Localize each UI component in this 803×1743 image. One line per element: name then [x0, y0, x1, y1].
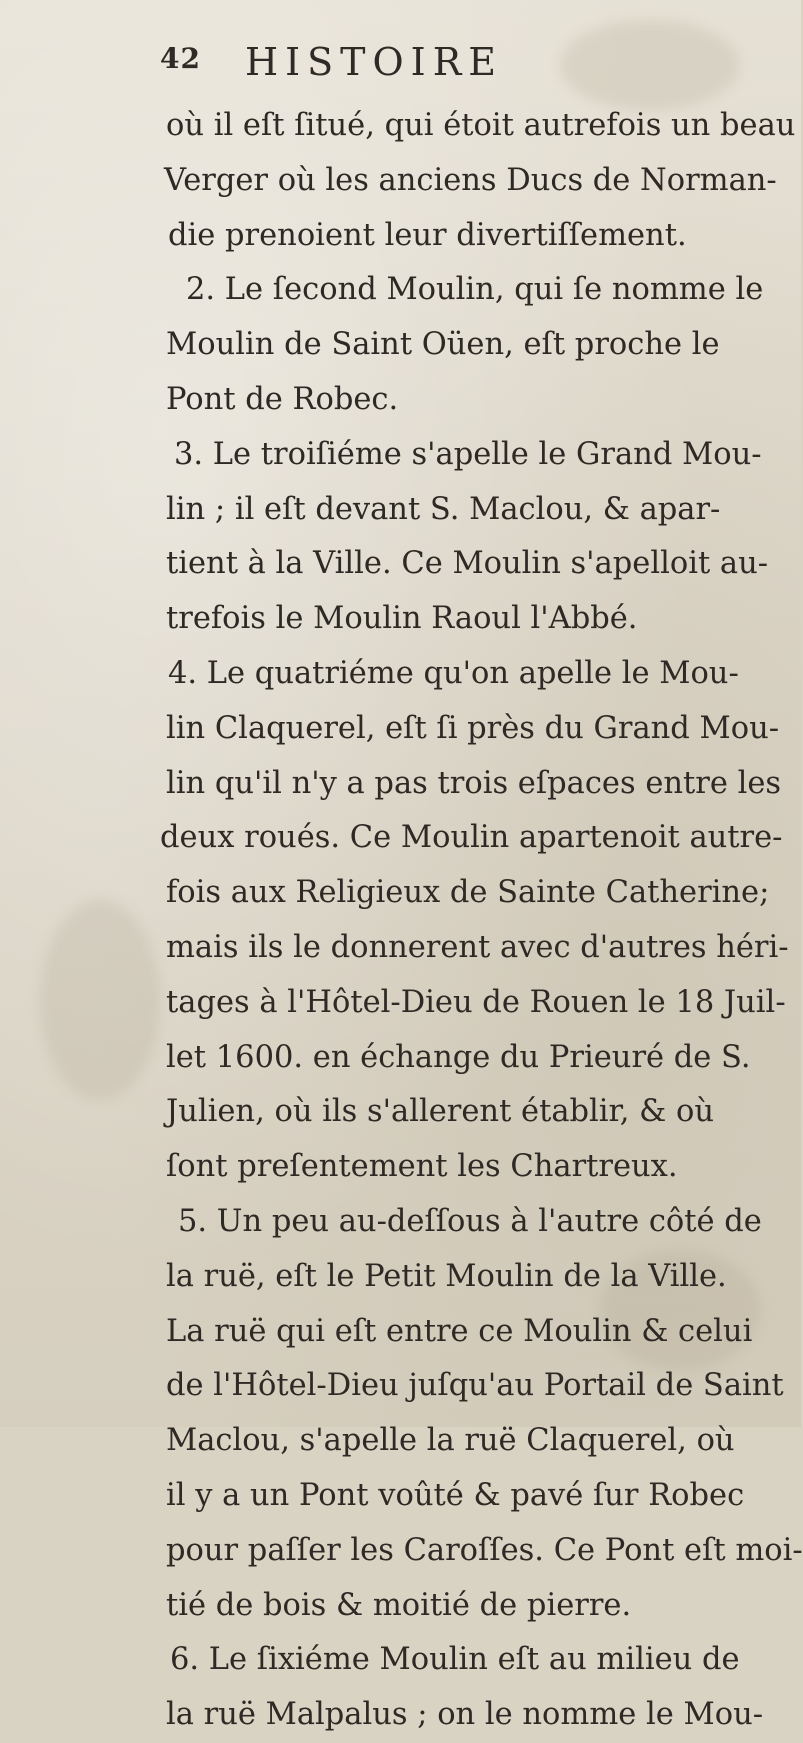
running-title: HISTOIRE [245, 40, 504, 84]
text-line: pour paſſer les Caroſſes. Ce Pont eſt moi- [166, 1532, 803, 1568]
text-line: il y a un Pont voûté & pavé ſur Robec [166, 1477, 745, 1513]
text-line: die prenoient leur divertiſſement. [168, 217, 687, 253]
text-line: 2. Le ſecond Moulin, qui ſe nomme le [186, 272, 764, 308]
text-line: ſont preſentement les Chartreux. [166, 1149, 678, 1185]
text-line: tages à l'Hôtel-Dieu de Rouen le 18 Juil- [166, 984, 786, 1020]
text-line: la ruë, eſt le Petit Moulin de la Ville. [166, 1258, 727, 1294]
text-line: 4. Le quatriéme qu'on apelle le Mou- [168, 655, 739, 691]
text-line: fois aux Religieux de Sainte Catherine; [166, 875, 770, 911]
text-line: deux roués. Ce Moulin apartenoit autre- [160, 820, 783, 856]
text-line: Pont de Robec. [166, 381, 399, 417]
page-number: 42 [160, 42, 201, 75]
text-line: Maclou, s'apelle la ruë Claquerel, où [166, 1423, 735, 1459]
text-line: lin qu'il n'y a pas trois eſpaces entre les [166, 765, 782, 801]
text-line: tié de bois & moitié de pierre. [166, 1587, 632, 1623]
text-line: 6. Le ſixiéme Moulin eſt au milieu de [170, 1642, 740, 1678]
text-line: trefois le Moulin Raoul l'Abbé. [166, 601, 638, 637]
text-line: La ruë qui eſt entre ce Moulin & celui [166, 1313, 753, 1349]
text-line: où il eſt ſitué, qui étoit autrefois un beau [166, 108, 796, 143]
text-line: mais ils le donnerent avec d'autres héri- [166, 929, 789, 965]
text-line: de l'Hôtel-Dieu juſqu'au Portail de Saint [166, 1368, 784, 1404]
text-line: 5. Un peu au-deſſous à l'autre côté de [178, 1203, 762, 1239]
text-line: Moulin de Saint Oüen, eſt proche le [166, 327, 720, 363]
text-line: Verger où les anciens Ducs de Norman- [164, 162, 777, 198]
text-line: lin ; il eſt devant S. Maclou, & apar- [166, 491, 721, 527]
text-line: let 1600. en échange du Prieuré de S. [166, 1039, 751, 1075]
text-line: Julien, où ils s'allerent établir, & où [166, 1094, 715, 1130]
text-line: tient à la Ville. Ce Moulin s'apelloit au- [166, 546, 769, 582]
text-line: lin Claquerel, eſt ſi près du Grand Mou- [166, 710, 780, 746]
body-text [160, 99, 803, 1743]
text-line: la ruë Malpalus ; on le nomme le Mou- [166, 1697, 764, 1733]
text-line: 3. Le troiſiéme s'apelle le Grand Mou- [174, 436, 762, 472]
page-header [160, 42, 780, 98]
